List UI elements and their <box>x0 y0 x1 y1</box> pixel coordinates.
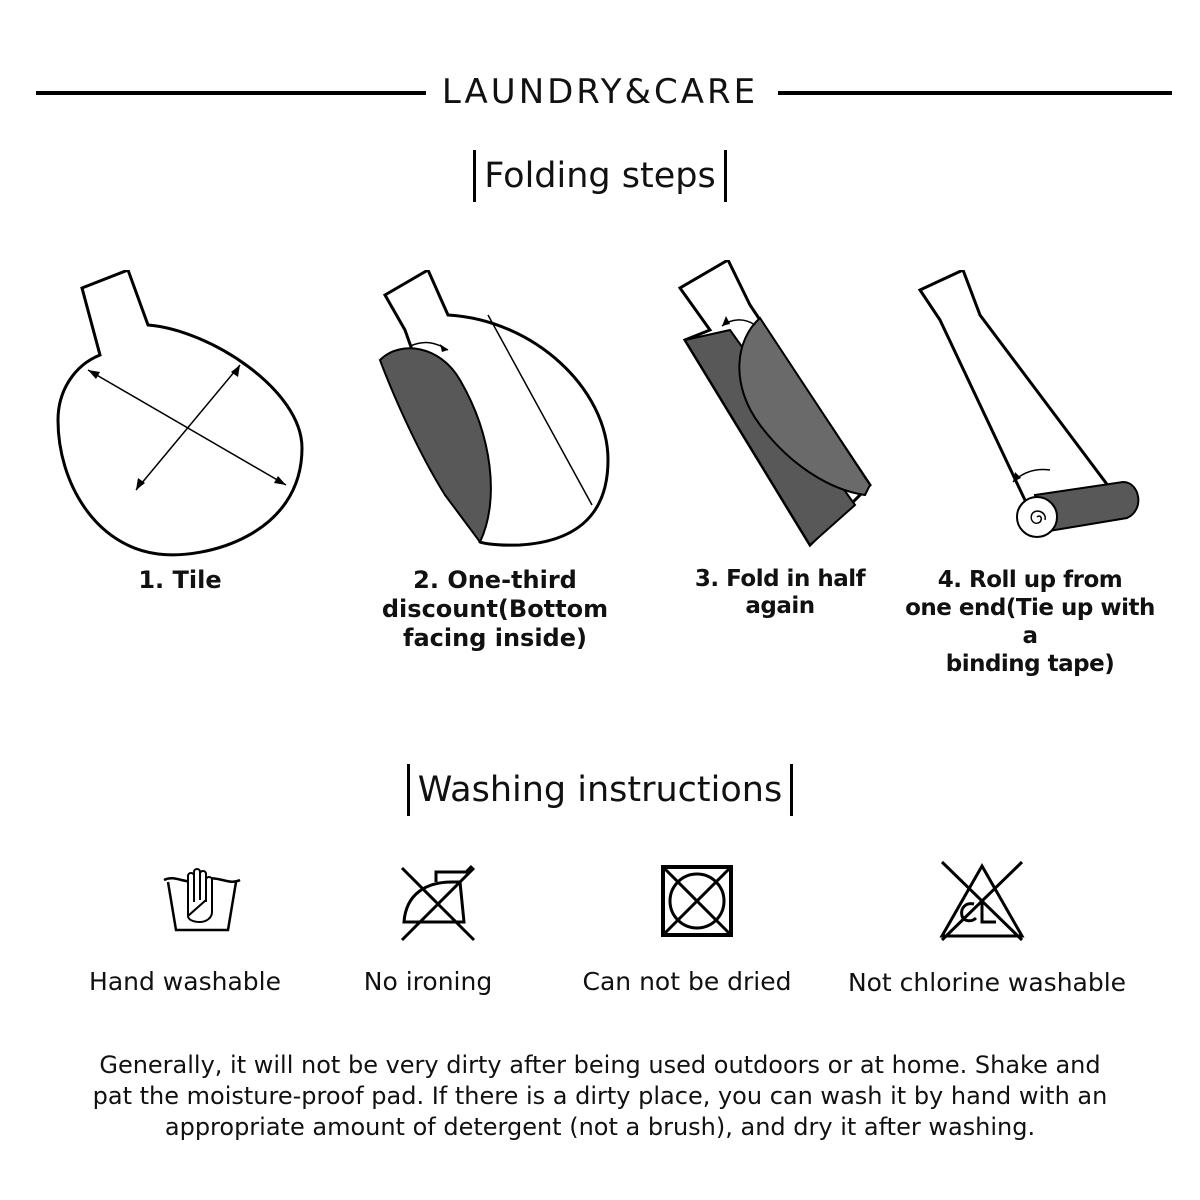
hand-washable-label: Hand washable <box>89 967 281 996</box>
step-2-caption <box>360 566 630 653</box>
no-tumble-dry-icon <box>660 864 734 938</box>
step-4-caption-line-3: binding tape) <box>945 651 1115 677</box>
washing-instructions-title: Washing instructions <box>407 764 793 816</box>
no-iron-icon <box>398 864 478 942</box>
step-2-caption-line-1: 2. One-third <box>413 566 577 594</box>
can-not-be-dried-label: Can not be dried <box>582 967 792 996</box>
step-4-caption-line-1: 4. Roll up from <box>937 567 1123 593</box>
no-chlorine-icon <box>938 858 1026 942</box>
care-note-line-3: appropriate amount of detergent (not a brush), and dry it after washing. <box>164 1113 1036 1141</box>
folding-steps-heading <box>0 150 1200 202</box>
folding-steps-title: Folding steps <box>473 150 726 202</box>
care-note-line-1: Generally, it will not be very dirty after being used outdoors or at home. Shake and <box>99 1051 1101 1079</box>
roll-up-diagram <box>915 270 1155 550</box>
flat-pad-diagram <box>40 270 320 570</box>
step-3-caption <box>670 566 890 620</box>
step-3-caption-line-2: again <box>745 593 815 619</box>
one-third-fold-diagram <box>370 270 620 560</box>
half-fold-diagram <box>670 260 880 550</box>
step-2-caption-line-3: facing inside) <box>403 624 587 652</box>
step-1-caption: 1. Tile <box>138 566 222 594</box>
care-note <box>40 1050 1160 1143</box>
care-note-line-2: pat the moisture-proof pad. If there is a dirty place, you can wash it by hand with an <box>92 1082 1108 1110</box>
hand-wash-icon <box>160 868 244 938</box>
not-chlorine-washable-label: Not chlorine washable <box>847 968 1127 997</box>
step-3-caption-line-1: 3. Fold in half <box>694 566 866 592</box>
page-title-text: LAUNDRY&CARE <box>434 72 766 112</box>
washing-instructions-heading <box>0 764 1200 816</box>
step-2-caption-line-2: discount(Bottom <box>381 595 609 623</box>
page-title <box>0 70 1200 114</box>
no-ironing-label: No ironing <box>363 967 493 996</box>
step-4-caption <box>895 566 1165 678</box>
step-4-caption-line-2: one end(Tie up with a <box>905 595 1155 649</box>
